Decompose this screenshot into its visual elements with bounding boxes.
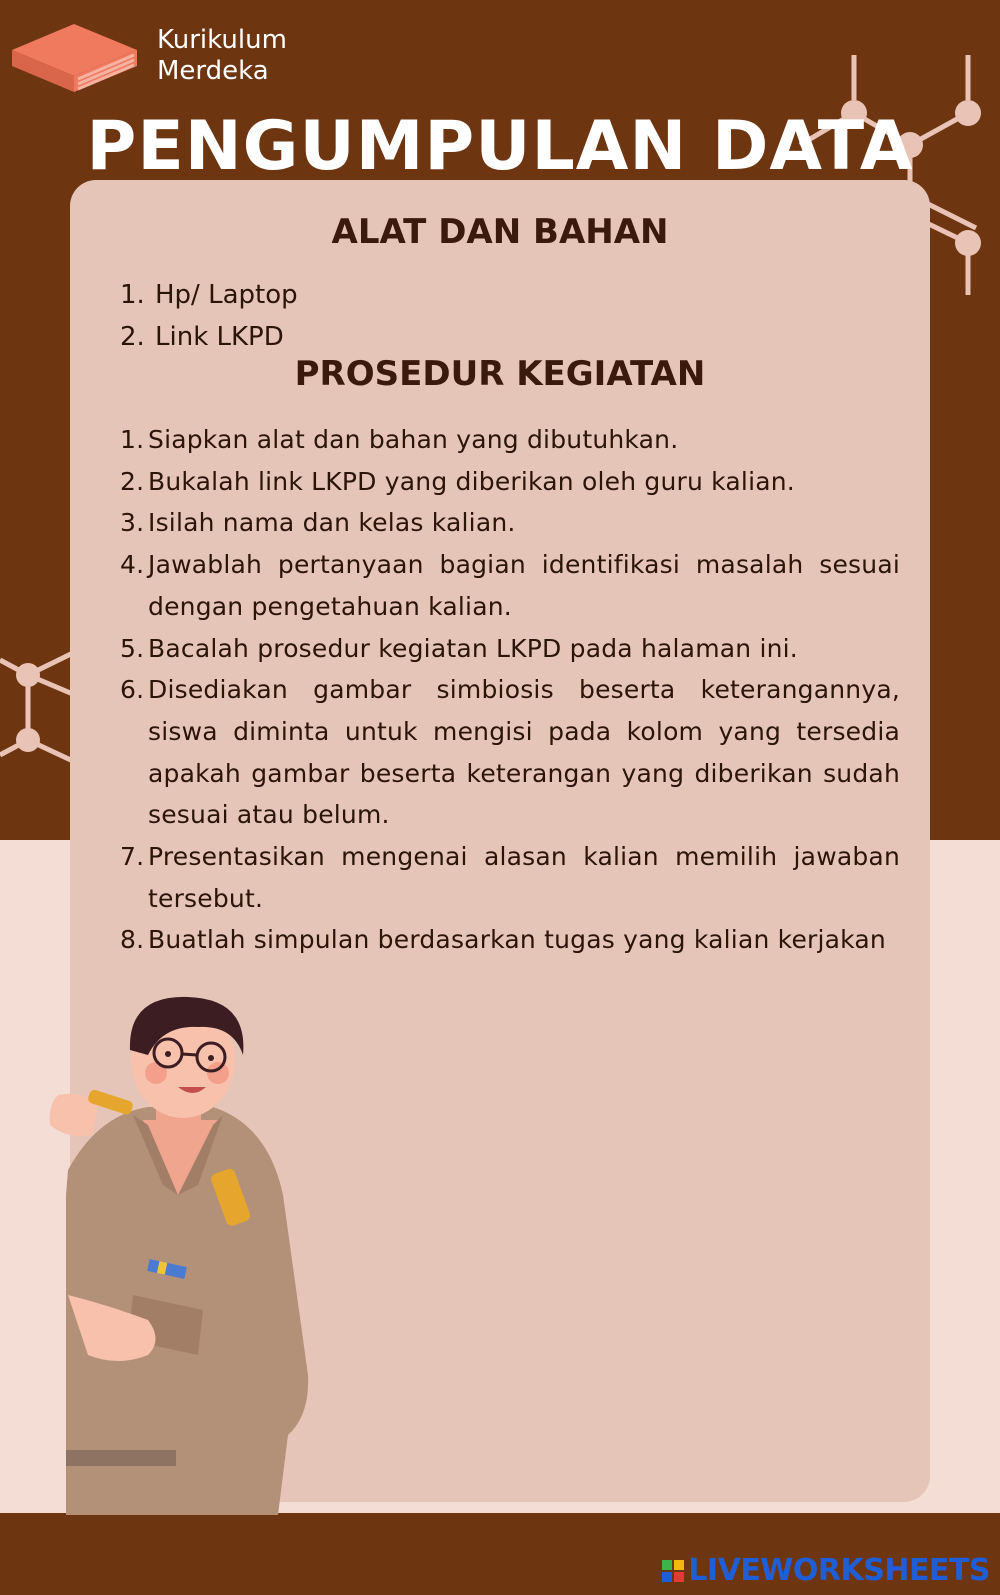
step-number: 3.: [120, 508, 145, 538]
brand-line1: Kurikulum: [157, 25, 287, 55]
step-text: Jawablah pertanyaan bagian identifikasi masalah sesuai dengan pengetahuan kalian.: [148, 550, 900, 621]
tools-list: [120, 274, 298, 358]
molecule-decoration-left: [0, 650, 75, 770]
step-number: 2.: [120, 466, 145, 496]
list-item-number: 2.: [120, 322, 145, 352]
liveworksheets-logo-icon: [662, 1560, 684, 1582]
step-number: 7.: [120, 842, 145, 872]
step-text: Isilah nama dan kelas kalian.: [148, 508, 516, 538]
step-text: Disediakan gambar simbiosis beserta keterangannya, siswa diminta untuk mengisi pada kolom yang tersedia apakah gambar beserta keterangan yang diberikan sudah sesuai atau belum.: [148, 675, 900, 830]
list-item-number: 1.: [120, 280, 145, 310]
step-text: Buatlah simpulan berdasarkan tugas yang kalian kerjakan: [148, 925, 886, 955]
step-number: 1.: [120, 425, 145, 454]
teacher-illustration: [38, 995, 318, 1515]
step-text: Bacalah prosedur kegiatan LKPD pada halaman ini.: [148, 633, 798, 663]
step-item: [120, 836, 900, 919]
brand-line2: Merdeka: [157, 56, 269, 86]
step-number: 6.: [120, 675, 145, 705]
list-item: [120, 274, 298, 316]
step-item: [120, 461, 900, 503]
procedure-steps-list: [120, 419, 900, 961]
step-item: [120, 919, 900, 961]
book-logo-icon: [12, 22, 137, 92]
brand-name: [157, 25, 287, 87]
liveworksheets-brand: [662, 1553, 990, 1588]
step-text: Presentasikan mengenai alasan kalian memilih jawaban tersebut.: [148, 842, 900, 913]
liveworksheets-text: LIVEWORKSHEETS: [688, 1553, 990, 1588]
step-item: [120, 669, 900, 836]
list-item-text: Hp/ Laptop: [155, 280, 298, 310]
step-number: 8.: [120, 925, 145, 955]
step-text: Siapkan alat dan bahan yang dibutuhkan.: [148, 425, 679, 454]
step-item: [120, 628, 900, 670]
tools-section-title: ALAT DAN BAHAN: [331, 212, 669, 252]
step-item: [120, 419, 900, 461]
step-number: 4.: [120, 550, 145, 580]
page-title: PENGUMPULAN DATA: [86, 107, 914, 186]
procedure-section-title: PROSEDUR KEGIATAN: [294, 354, 706, 394]
step-item: [120, 544, 900, 627]
list-item-text: Link LKPD: [155, 322, 284, 352]
step-text: Bukalah link LKPD yang diberikan oleh guru kalian.: [148, 466, 795, 496]
step-item: [120, 502, 900, 544]
step-number: 5.: [120, 633, 145, 663]
